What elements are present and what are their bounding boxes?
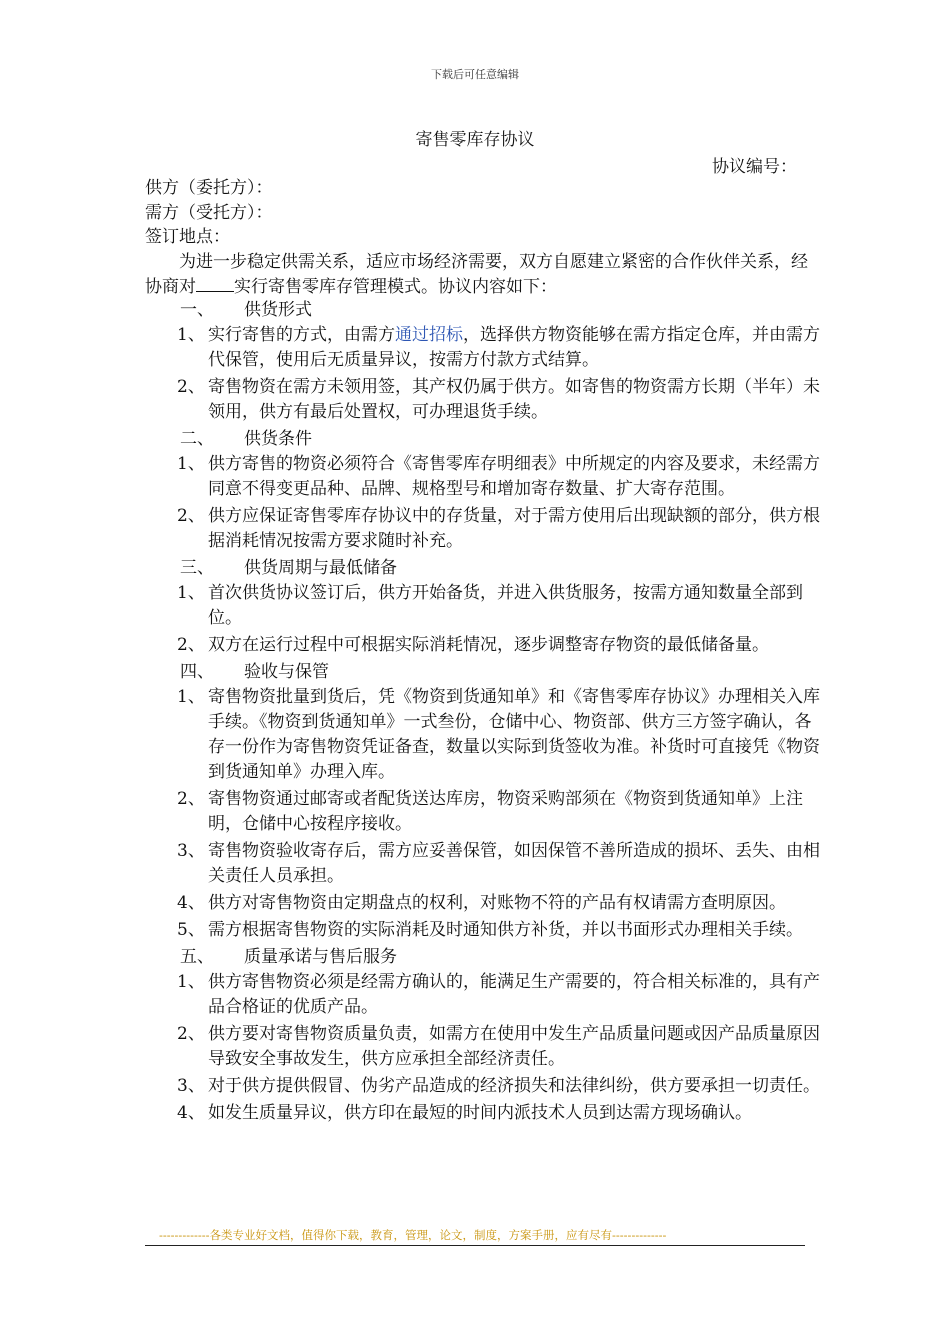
- clause: [145, 787, 825, 837]
- clause-number: 4、: [177, 893, 205, 913]
- clause-number: 4、: [177, 1103, 205, 1123]
- clause-number: 2、: [177, 377, 205, 397]
- clause-number: 2、: [177, 506, 205, 526]
- clause-text: 寄售物资验收寄存后，需方应妥善保管，如因保管不善所造成的损坏、丢失、由相关责任人员承担。: [208, 841, 820, 886]
- clause: [145, 375, 825, 425]
- clause-text: 供方对寄售物资由定期盘点的权利，对账物不符的产品有权请需方查明原因。: [208, 893, 786, 913]
- clause-link[interactable]: 通过招标: [395, 325, 463, 345]
- section-heading: [145, 298, 825, 323]
- section-heading: [145, 427, 825, 452]
- page-header: 下载后可任意编辑: [431, 68, 519, 81]
- intro-text-2: 实行寄售零库存管理模式。协议内容如下：: [234, 277, 557, 297]
- clause-text: 供方寄售物资必须是经需方确认的，能满足生产需要的，符合相关标准的，具有产品合格证的优质产品。: [208, 972, 820, 1017]
- section-title: 供货形式: [244, 300, 312, 320]
- document-title: 寄售零库存协议: [415, 130, 535, 150]
- clause-text: 双方在运行过程中可根据实际消耗情况，逐步调整寄存物资的最低储备量。: [208, 635, 769, 655]
- clause: [145, 504, 825, 554]
- clause-number: 1、: [177, 454, 205, 474]
- clause: [145, 581, 825, 631]
- clause-text: 供方寄售的物资必须符合《寄售零库存明细表》中所规定的内容及要求，未经需方同意不得变更品种、品牌、规格型号和增加寄存数量、扩大寄存范围。: [208, 454, 820, 499]
- clause: [145, 633, 825, 658]
- section-title: 质量承诺与售后服务: [244, 947, 397, 967]
- clause-number: 3、: [177, 841, 205, 861]
- section-title: 验收与保管: [244, 662, 329, 682]
- clause-number: 1、: [177, 972, 205, 992]
- clause-text: 需方根据寄售物资的实际消耗及时通知供方补货，并以书面形式办理相关手续。: [208, 920, 803, 940]
- section-number: 二、: [180, 429, 214, 449]
- clause-text: 寄售物资在需方未领用签，其产权仍属于供方。如寄售的物资需方长期（半年）未领用，供方有最后处置权，可办理退货手续。: [208, 377, 820, 422]
- buyer-field: 需方（受托方）：: [145, 203, 273, 223]
- section-number: 四、: [180, 662, 214, 682]
- clause-text: 供方应保证寄售零库存协议中的存货量，对于需方使用后出现缺额的部分，供方根据消耗情况按需方要求随时补充。: [208, 506, 820, 551]
- intro-blank: [196, 277, 234, 292]
- clause-number: 3、: [177, 1076, 205, 1096]
- clause-text: 首次供货协议签订后，供方开始备货，并进入供货服务，按需方通知数量全部到位。: [208, 583, 803, 628]
- agreement-number-label: 协议编号：: [712, 157, 797, 177]
- clause-text: 如发生质量异议，供方印在最短的时间内派技术人员到达需方现场确认。: [208, 1103, 752, 1123]
- section-heading: [145, 556, 825, 581]
- clause: [145, 452, 825, 502]
- clause: [145, 1074, 825, 1099]
- clause: [145, 685, 825, 785]
- section-heading: [145, 660, 825, 685]
- clause-number: 1、: [177, 687, 205, 707]
- clause-number: 2、: [177, 1024, 205, 1044]
- agreement-body: [145, 298, 825, 1128]
- clause-number: 1、: [177, 325, 205, 345]
- footer-promo-text: -------------各类专业好文档，值得你下载，教育，管理，论文，制度，方案手册，应有尽有--------------: [159, 1228, 667, 1242]
- signing-place-field: 签订地点：: [145, 227, 230, 247]
- section-number: 五、: [180, 947, 214, 967]
- supplier-field: 供方（委托方）：: [145, 178, 273, 198]
- clause-text: ，选择供方物资能够在需方指定仓库，并由需方代保管，使用后无质量异议，按需方付款方式结算。: [208, 325, 820, 370]
- clause-text: 寄售物资通过邮寄或者配货送达库房，物资采购部须在《物资到货通知单》上注明，仓储中心按程序接收。: [208, 789, 803, 834]
- section-number: 一、: [180, 300, 214, 320]
- clause-number: 2、: [177, 635, 205, 655]
- section-number: 三、: [180, 558, 214, 578]
- section-heading: [145, 945, 825, 970]
- clause: [145, 1022, 825, 1072]
- clause-text: 实行寄售的方式，由需方: [208, 325, 395, 345]
- clause-number: 5、: [177, 920, 205, 940]
- clause: [145, 323, 825, 373]
- clause: [145, 970, 825, 1020]
- clause-text: 供方要对寄售物资质量负责，如需方在使用中发生产品质量问题或因产品质量原因导致安全事故发生，供方应承担全部经济责任。: [208, 1024, 820, 1069]
- clause-number: 1、: [177, 583, 205, 603]
- clause: [145, 918, 825, 943]
- intro-paragraph: [145, 250, 810, 300]
- footer-divider: [145, 1245, 805, 1246]
- clause: [145, 839, 825, 889]
- section-title: 供货条件: [244, 429, 312, 449]
- clause-text: 寄售物资批量到货后，凭《物资到货通知单》和《寄售零库存协议》办理相关入库手续。《物资到货通知单》一式叁份，仓储中心、物资部、供方三方签字确认，各存一份作为寄售物资凭证备查，数量以实际到货签收为准。补货时可直接凭《物资到货通知单》办理入库。: [208, 687, 820, 782]
- clause: [145, 891, 825, 916]
- clause: [145, 1101, 825, 1126]
- intro-text-1: 为进一步稳定供需关系，适应市场经济需要，双方自愿建立紧密的合作伙伴关系，经协商对: [145, 252, 808, 297]
- clause-text: 对于供方提供假冒、伪劣产品造成的经济损失和法律纠纷，供方要承担一切责任。: [208, 1076, 820, 1096]
- section-title: 供货周期与最低储备: [244, 558, 397, 578]
- clause-number: 2、: [177, 789, 205, 809]
